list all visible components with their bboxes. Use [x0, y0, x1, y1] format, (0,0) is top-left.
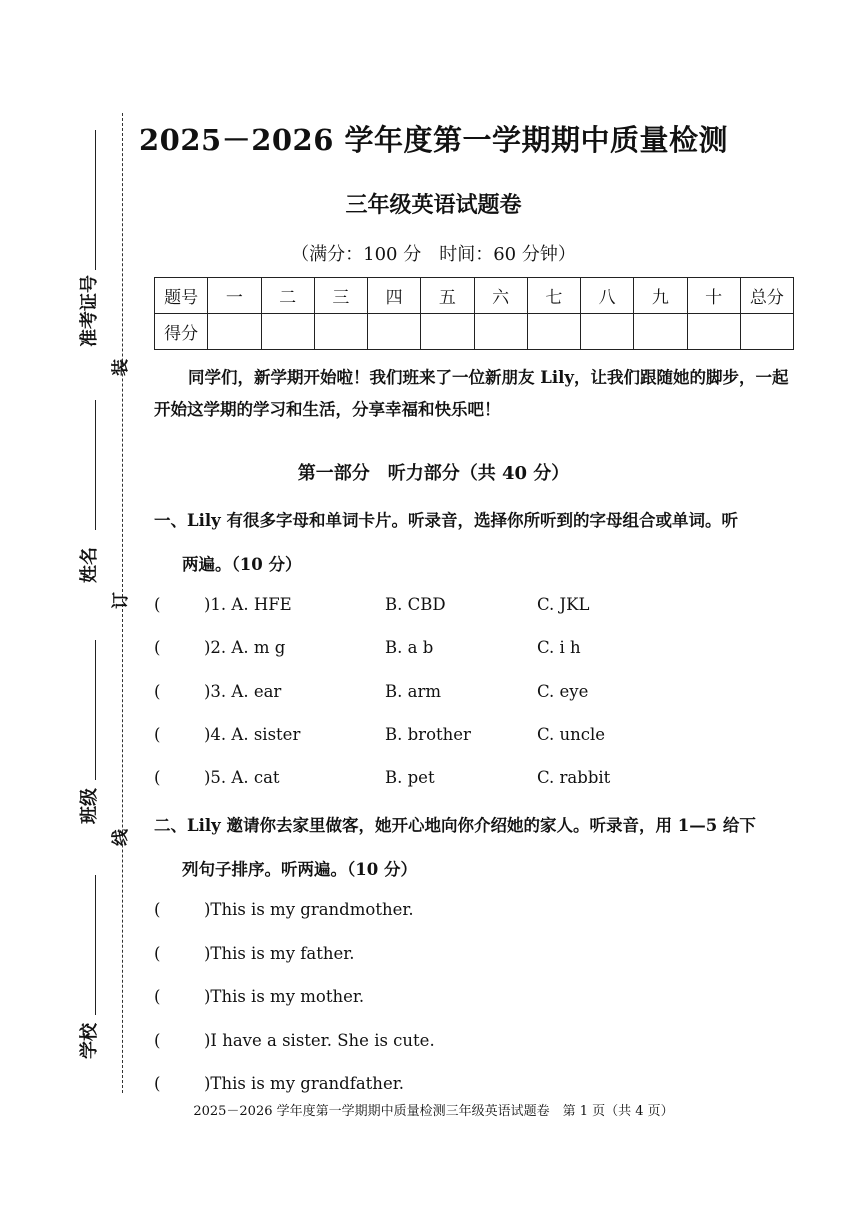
- score-cell: 三: [314, 278, 367, 314]
- score-cell: 四: [368, 278, 421, 314]
- option-c: C. JKL: [537, 595, 590, 614]
- option-b: B. pet: [385, 768, 435, 787]
- option-c: C. i h: [537, 638, 581, 657]
- score-input-cell[interactable]: [581, 314, 634, 350]
- score-cell: 八: [581, 278, 634, 314]
- option-b: B. arm: [385, 682, 441, 701]
- score-cell: 九: [634, 278, 687, 314]
- answer-bracket[interactable]: (: [154, 987, 161, 1006]
- score-table: [154, 277, 794, 350]
- score-input-cell[interactable]: [740, 314, 793, 350]
- class-line: [95, 640, 96, 780]
- score-cell: 六: [474, 278, 527, 314]
- option-c: C. uncle: [537, 725, 606, 744]
- question-3: ( )3. A. ear: [154, 682, 282, 701]
- ordering-item-5: ( )This is my grandfather.: [154, 1074, 405, 1093]
- question-1: ( )1. A. HFE: [154, 595, 292, 614]
- option-b: B. a b: [385, 638, 434, 657]
- score-input-cell[interactable]: [314, 314, 367, 350]
- page-title: 2025－2026 学年度第一学期期中质量检测: [138, 123, 729, 157]
- answer-bracket[interactable]: (: [154, 1031, 161, 1050]
- section2-instruction-line1: 二、Lily 邀请你去家里做客，她开心地向你介绍她的家人。听录音，用 1—5 给下: [154, 816, 756, 835]
- option-c: C. eye: [537, 682, 589, 701]
- score-input-cell[interactable]: [421, 314, 474, 350]
- class-label: 班级: [79, 788, 100, 824]
- school-line: [95, 875, 96, 1015]
- score-input-cell[interactable]: [208, 314, 261, 350]
- score-input-cell[interactable]: [261, 314, 314, 350]
- score-cell: 二: [261, 278, 314, 314]
- answer-bracket[interactable]: (: [154, 1074, 161, 1093]
- answer-bracket[interactable]: (: [154, 638, 161, 657]
- page-subtitle: 三年级英语试题卷: [345, 192, 522, 218]
- ordering-item-4: ( )I have a sister. She is cute.: [154, 1031, 435, 1050]
- school-label: 学校: [79, 1023, 100, 1059]
- score-cell: 题号: [155, 278, 208, 314]
- score-input-cell[interactable]: [474, 314, 527, 350]
- ordering-item-1: ( )This is my grandmother.: [154, 900, 414, 919]
- score-input-cell[interactable]: [634, 314, 687, 350]
- intro-paragraph: 同学们，新学期开始啦！我们班来了一位新朋友 Lily，让我们跟随她的脚步，一起开始这学期的学习和生活，分享幸福和快乐吧！: [154, 368, 789, 419]
- question-2: ( )2. A. m g: [154, 638, 286, 657]
- score-input-cell[interactable]: [527, 314, 580, 350]
- answer-bracket[interactable]: (: [154, 768, 161, 787]
- score-table-score-row: [155, 314, 794, 350]
- page-footer: 2025－2026 学年度第一学期期中质量检测三年级英语试题卷 第 1 页（共 4 页）: [193, 1104, 674, 1119]
- answer-bracket[interactable]: (: [154, 725, 161, 744]
- question-4: ( )4. A. sister: [154, 725, 301, 744]
- cut-word-xian: 线: [111, 829, 131, 846]
- option-b: B. brother: [385, 725, 471, 744]
- cut-word-ding: 订: [111, 592, 131, 609]
- answer-bracket[interactable]: (: [154, 595, 161, 614]
- score-input-cell[interactable]: [368, 314, 421, 350]
- ordering-item-3: ( )This is my mother.: [154, 987, 365, 1006]
- exam-id-label: 准考证号: [79, 275, 100, 347]
- option-c: C. rabbit: [537, 768, 611, 787]
- score-cell: 一: [208, 278, 261, 314]
- section2-instruction-line2: 列句子排序。听两遍。（10 分）: [182, 860, 417, 879]
- exam-meta: （满分：100 分 时间：60 分钟）: [291, 244, 576, 265]
- answer-bracket[interactable]: (: [154, 900, 161, 919]
- score-cell: 总分: [740, 278, 793, 314]
- score-cell: 七: [527, 278, 580, 314]
- score-cell: 十: [687, 278, 740, 314]
- part1-title: 第一部分 听力部分（共 40 分）: [297, 463, 570, 484]
- score-table-header-row: [155, 278, 794, 314]
- question-5: ( )5. A. cat: [154, 768, 280, 787]
- section1-instruction-line1: 一、Lily 有很多字母和单词卡片。听录音，选择你所听到的字母组合或单词。听: [154, 511, 738, 530]
- cut-word-zhuang: 装: [111, 359, 131, 376]
- section1-instruction-line2: 两遍。（10 分）: [182, 555, 302, 574]
- score-row-label: 得分: [155, 314, 208, 350]
- answer-bracket[interactable]: (: [154, 944, 161, 963]
- score-cell: 五: [421, 278, 474, 314]
- ordering-item-2: ( )This is my father.: [154, 944, 355, 963]
- name-label: 姓名: [79, 547, 100, 583]
- option-b: B. CBD: [385, 595, 446, 614]
- answer-bracket[interactable]: (: [154, 682, 161, 701]
- score-input-cell[interactable]: [687, 314, 740, 350]
